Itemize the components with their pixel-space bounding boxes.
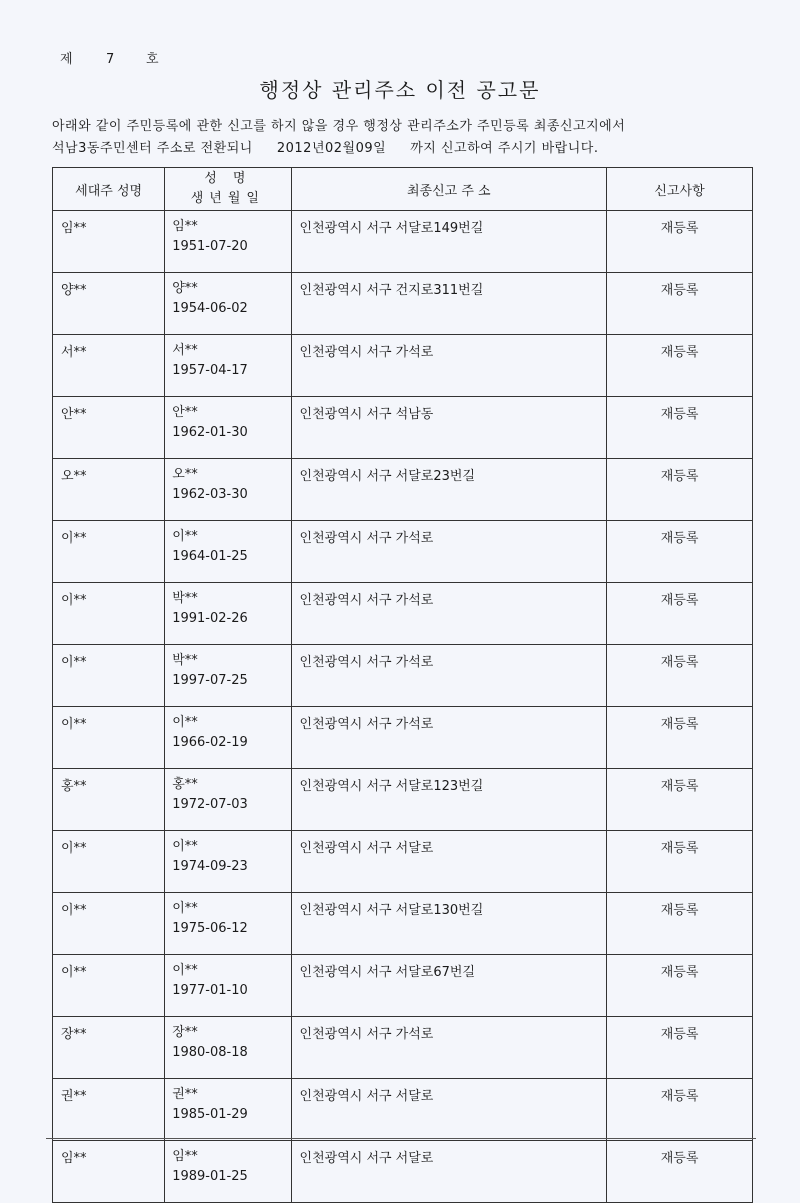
doc-number-value: 7 bbox=[106, 52, 117, 67]
address-cell: 인천광역시 서구 가석로 bbox=[291, 335, 607, 397]
household-name-cell: 이** bbox=[53, 955, 165, 1017]
household-name-cell: 서** bbox=[53, 335, 165, 397]
document-number bbox=[60, 48, 161, 67]
address-cell: 인천광역시 서구 가석로 bbox=[291, 583, 607, 645]
person-cell bbox=[165, 893, 291, 955]
person-name: 박** bbox=[172, 591, 198, 606]
header-report-type: 신고사항 bbox=[607, 168, 753, 211]
person-name: 권** bbox=[172, 1087, 198, 1102]
table-row bbox=[53, 893, 753, 955]
household-name-cell: 양** bbox=[53, 273, 165, 335]
household-name-cell: 임** bbox=[53, 211, 165, 273]
birth-date: 1977-01-10 bbox=[172, 983, 248, 998]
report-type-cell: 재등록 bbox=[607, 707, 753, 769]
household-name-cell: 이** bbox=[53, 583, 165, 645]
report-type-cell: 재등록 bbox=[607, 1079, 753, 1141]
person-name: 장** bbox=[172, 1025, 198, 1040]
birth-date: 1966-02-19 bbox=[172, 735, 248, 750]
birth-date: 1989-01-25 bbox=[172, 1169, 248, 1184]
person-name: 이** bbox=[172, 529, 198, 544]
table-row bbox=[53, 1017, 753, 1079]
person-name: 이** bbox=[172, 963, 198, 978]
report-type-cell: 재등록 bbox=[607, 273, 753, 335]
report-type-cell: 재등록 bbox=[607, 521, 753, 583]
address-cell: 인천광역시 서구 서달로23번길 bbox=[291, 459, 607, 521]
person-cell bbox=[165, 273, 291, 335]
person-name: 양** bbox=[172, 281, 198, 296]
table-row bbox=[53, 459, 753, 521]
intro-line-2-end: 까지 신고하여 주시기 바랍니다. bbox=[410, 141, 599, 156]
report-type-cell: 재등록 bbox=[607, 397, 753, 459]
birth-date: 1974-09-23 bbox=[172, 859, 248, 874]
table-row bbox=[53, 955, 753, 1017]
birth-date: 1980-08-18 bbox=[172, 1045, 248, 1060]
report-type-cell: 재등록 bbox=[607, 955, 753, 1017]
table-row bbox=[53, 335, 753, 397]
person-name: 임** bbox=[172, 219, 198, 234]
address-cell: 인천광역시 서구 서달로67번길 bbox=[291, 955, 607, 1017]
address-cell: 인천광역시 서구 가석로 bbox=[291, 1017, 607, 1079]
address-cell: 인천광역시 서구 서달로 bbox=[291, 1079, 607, 1141]
household-name-cell: 안** bbox=[53, 397, 165, 459]
address-cell: 인천광역시 서구 가석로 bbox=[291, 707, 607, 769]
table-row bbox=[53, 583, 753, 645]
report-type-cell: 재등록 bbox=[607, 893, 753, 955]
table-row bbox=[53, 211, 753, 273]
person-cell bbox=[165, 831, 291, 893]
report-type-cell: 재등록 bbox=[607, 769, 753, 831]
header-name: 성 명 bbox=[204, 171, 252, 186]
address-cell: 인천광역시 서구 가석로 bbox=[291, 521, 607, 583]
table-row bbox=[53, 831, 753, 893]
person-cell bbox=[165, 1141, 291, 1203]
birth-date: 1997-07-25 bbox=[172, 673, 248, 688]
person-name: 이** bbox=[172, 901, 198, 916]
household-name-cell: 이** bbox=[53, 893, 165, 955]
intro-line-1: 아래와 같이 주민등록에 관한 신고를 하지 않을 경우 행정상 관리주소가 주민등록 최종신고지에서 bbox=[52, 119, 626, 134]
person-cell bbox=[165, 583, 291, 645]
person-name: 이** bbox=[172, 839, 198, 854]
household-name-cell: 임** bbox=[53, 1141, 165, 1203]
table-row bbox=[53, 645, 753, 707]
birth-date: 1951-07-20 bbox=[172, 239, 248, 254]
person-name: 임** bbox=[172, 1149, 198, 1164]
birth-date: 1985-01-29 bbox=[172, 1107, 248, 1122]
household-name-cell: 홍** bbox=[53, 769, 165, 831]
person-cell bbox=[165, 645, 291, 707]
address-cell: 인천광역시 서구 서달로149번길 bbox=[291, 211, 607, 273]
table-body bbox=[53, 211, 753, 1203]
person-name: 오** bbox=[172, 467, 198, 482]
person-cell bbox=[165, 521, 291, 583]
household-name-cell: 이** bbox=[53, 707, 165, 769]
table-header-row bbox=[53, 168, 753, 211]
header-household-name: 세대주 성명 bbox=[53, 168, 165, 211]
person-cell bbox=[165, 955, 291, 1017]
deadline-date: 2012년02월09일 bbox=[276, 141, 387, 156]
address-cell: 인천광역시 서구 석남동 bbox=[291, 397, 607, 459]
household-name-cell: 오** bbox=[53, 459, 165, 521]
intro-paragraph bbox=[52, 116, 752, 160]
person-name: 안** bbox=[172, 405, 198, 420]
birth-date: 1962-03-30 bbox=[172, 487, 248, 502]
birth-date: 1972-07-03 bbox=[172, 797, 248, 812]
person-cell bbox=[165, 1079, 291, 1141]
header-birthdate: 생년월일 bbox=[190, 191, 265, 206]
birth-date: 1957-04-17 bbox=[172, 363, 248, 378]
person-cell bbox=[165, 335, 291, 397]
report-type-cell: 재등록 bbox=[607, 583, 753, 645]
table-row bbox=[53, 769, 753, 831]
intro-line-2 bbox=[52, 138, 752, 160]
address-cell: 인천광역시 서구 가석로 bbox=[291, 645, 607, 707]
person-cell bbox=[165, 459, 291, 521]
doc-number-suffix: 호 bbox=[146, 52, 161, 67]
household-name-cell: 이** bbox=[53, 521, 165, 583]
person-cell bbox=[165, 1017, 291, 1079]
household-name-cell: 권** bbox=[53, 1079, 165, 1141]
person-name: 홍** bbox=[172, 777, 198, 792]
table-row bbox=[53, 1079, 753, 1141]
report-type-cell: 재등록 bbox=[607, 335, 753, 397]
report-type-cell: 재등록 bbox=[607, 459, 753, 521]
birth-date: 1962-01-30 bbox=[172, 425, 248, 440]
address-cell: 인천광역시 서구 서달로 bbox=[291, 831, 607, 893]
household-name-cell: 이** bbox=[53, 831, 165, 893]
doc-number-prefix: 제 bbox=[60, 52, 75, 67]
report-type-cell: 재등록 bbox=[607, 1141, 753, 1203]
address-cell: 인천광역시 서구 서달로130번길 bbox=[291, 893, 607, 955]
person-name: 박** bbox=[172, 653, 198, 668]
person-cell bbox=[165, 707, 291, 769]
person-cell bbox=[165, 397, 291, 459]
birth-date: 1975-06-12 bbox=[172, 921, 248, 936]
table-row bbox=[53, 521, 753, 583]
person-name: 이** bbox=[172, 715, 198, 730]
header-name-birthdate bbox=[165, 168, 291, 211]
table-row bbox=[53, 273, 753, 335]
household-name-cell: 장** bbox=[53, 1017, 165, 1079]
intro-line-2-start: 석남3동주민센터 주소로 전환되니 bbox=[52, 141, 253, 156]
address-cell: 인천광역시 서구 건지로311번길 bbox=[291, 273, 607, 335]
page-title: 행정상 관리주소 이전 공고문 bbox=[259, 78, 541, 102]
address-cell: 인천광역시 서구 서달로 bbox=[291, 1141, 607, 1203]
table-row bbox=[53, 397, 753, 459]
bottom-divider bbox=[46, 1138, 756, 1139]
person-cell bbox=[165, 769, 291, 831]
household-name-cell: 이** bbox=[53, 645, 165, 707]
report-type-cell: 재등록 bbox=[607, 831, 753, 893]
table-row bbox=[53, 707, 753, 769]
report-type-cell: 재등록 bbox=[607, 1017, 753, 1079]
person-name: 서** bbox=[172, 343, 198, 358]
table-row bbox=[53, 1141, 753, 1203]
report-type-cell: 재등록 bbox=[607, 211, 753, 273]
person-cell bbox=[165, 211, 291, 273]
birth-date: 1991-02-26 bbox=[172, 611, 248, 626]
birth-date: 1964-01-25 bbox=[172, 549, 248, 564]
report-type-cell: 재등록 bbox=[607, 645, 753, 707]
birth-date: 1954-06-02 bbox=[172, 301, 248, 316]
roster-table bbox=[52, 167, 753, 1203]
address-cell: 인천광역시 서구 서달로123번길 bbox=[291, 769, 607, 831]
header-last-address: 최종신고 주 소 bbox=[291, 168, 607, 211]
